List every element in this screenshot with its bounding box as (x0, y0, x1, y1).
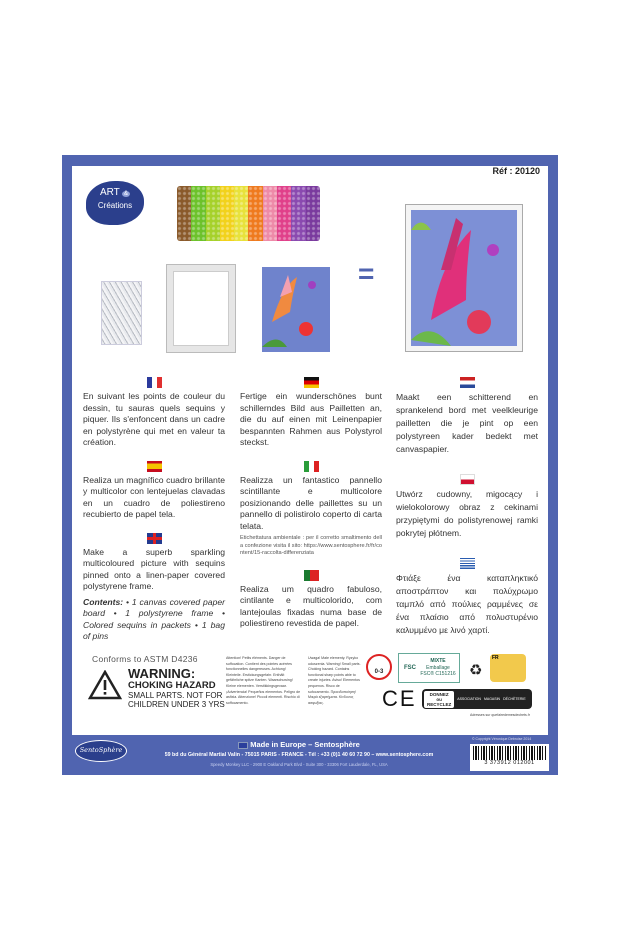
not-for-under-3-icon: 0-3 (366, 654, 392, 680)
recycling-address-note: Adresses sur quefairedemesdechets.fr (470, 713, 530, 717)
sequin-packet (291, 186, 305, 241)
column-left (83, 377, 225, 655)
warning-triangle-icon (88, 670, 122, 705)
finished-picture-image (406, 205, 522, 351)
description-fr: En suivant les points de couleur du dessin, tu sauras quels sequins y piquer. Ils s'enfoncent dans un cadre en polystyrène qui met en valeur ta création. (83, 391, 225, 447)
sequin-packet (206, 186, 220, 241)
sequin-packet (248, 186, 262, 241)
description-it: Realizza un fantastico pannello scintillante e multicolore posizionando delle paillettes su un pannello di polistirolo coperto di carta telata. (240, 474, 382, 531)
art-creations-logo: ART & Créations (86, 181, 144, 225)
description-pt: Realiza um quadro fabuloso, cintilante e multicolorido, com lantejoulas fixadas numa base de poliestireno revestida de papel. (240, 583, 382, 628)
flag-greece-icon (460, 558, 475, 569)
flag-france-icon (147, 377, 162, 388)
barcode: 3 373912 012001 (470, 744, 549, 771)
donnez-recyclez-banner: DONNEZ ou RECYCLEZ ASSOCIATION MAGASIN DÉCHÈTERIE (422, 689, 532, 709)
column-middle (240, 377, 382, 642)
section-es (83, 461, 225, 521)
equals-sign: = (358, 258, 375, 289)
sequin-packet (220, 186, 234, 241)
flag-germany-icon (304, 377, 319, 388)
barcode-bars-icon (473, 746, 546, 760)
made-in-europe: Made in Europe – Sentosphère (131, 740, 467, 750)
pins-bag-image (101, 281, 142, 345)
section-nl (396, 377, 538, 456)
environmental-label-note: Etichettatura ambientale : per il corretto smaltimento della confezione visita il sito: https://www.sentosphere.fr/fr/content/15-raccolta-differenziata (240, 535, 382, 556)
section-gr (396, 558, 538, 637)
contents-list: Contents: • 1 canvas covered paper board • 1 polystyrene frame • Colored sequins in packets • 1 bag of pins (83, 596, 226, 641)
sequin-packet (306, 186, 320, 241)
flag-uk-icon (147, 533, 162, 544)
flag-spain-icon (147, 461, 162, 472)
copyright: © Copyright Véronique Debroise 2014 (472, 737, 532, 741)
astm-conformity: Conforms to ASTM D4236 (92, 654, 198, 664)
section-en (83, 533, 225, 643)
flag-poland-icon (460, 474, 475, 485)
reference-number: Réf : 20120 (492, 166, 540, 176)
sentosphere-logo: SentoSphère (75, 740, 127, 762)
sequin-packet (277, 186, 291, 241)
description-es: Realiza un magnífico cuadro brillante y multicolor con lentejuelas clavadas en un cuadro de poliestireno recubierto de papel tela. (83, 474, 225, 519)
sequin-packets-image (177, 186, 320, 241)
description-en: Make a superb sparkling multicoloured picture with sequins pinned onto a linen-paper covered polystyrene frame. (83, 546, 225, 591)
eu-flag-icon (238, 742, 248, 749)
flag-netherlands-icon (460, 377, 475, 388)
multilingual-warning-b: Uwaga! Małe elementy. Ryzyko uduszenia. Warning! Small parts. Choking hazard. Contains functional sharp points able to create injuries. Aviso! Elementos pequenos. Risco de sufocamento. Προειδοποίηση! Μικρά εξαρτήματα. Κίνδυνος ασφυξίας. (308, 656, 361, 705)
section-de (240, 377, 382, 449)
description-nl: Maakt een schitterend en sprankelend bord met veelkleurige pailletten die je pint op een polystyreen kader bedekt met canvaspapier. (396, 392, 538, 454)
flag-italy-icon (304, 461, 319, 472)
description-de: Fertige ein wunderschönes bunt schillerndes Bild aus Pailletten an, die du auf einen mit Leinenpapier bespannten Rahmen aus Polystyrol steckst. (240, 391, 382, 447)
canvas-board-image (262, 267, 330, 352)
fsc-label: FSC MIXTE Emballage FSC® C151216 (398, 653, 460, 683)
sequin-packet (263, 186, 277, 241)
flag-portugal-icon (304, 570, 319, 581)
polystyrene-frame-image (167, 265, 235, 352)
sequin-packet (177, 186, 191, 241)
choking-warning: WARNING: CHOKING HAZARD SMALL PARTS. NOT FOR CHILDREN UNDER 3 YRS (128, 666, 225, 709)
sequin-packet (234, 186, 248, 241)
section-fr (83, 377, 225, 449)
section-pt (240, 570, 382, 630)
section-pl (396, 474, 538, 540)
sequin-packet (191, 186, 205, 241)
section-it (240, 461, 382, 558)
company-address: 59 bd du Général Martial Valin - 75015 PARIS - FRANCE - Tél : +33 (0)1 40 60 72 90 – www.sentosphere.com (164, 752, 434, 758)
ce-mark: CE (382, 686, 417, 711)
fsc-tree-icon: FSC (404, 665, 416, 671)
triman-fr-badge: FR (490, 654, 526, 682)
multilingual-warning-a: Attention! Petits éléments. Danger de suffocation. Contient des pointes acérées fonctionnelles dangereuses. Achtung! Kleinteile. Erstickungsgefahr. Enthält gefährliche spitze Kanten. Waarschuwing! Kleine elementen. Verstikkingsgevaar. ¡Advertencia! Pequeños elementos. Peligro de asfixia. Attenzione! Piccoli elementi. Rischio di soffocamento. (226, 656, 301, 705)
column-right (396, 377, 538, 649)
us-distributor-address: Speedy Monkey LLC - 2900 E Oakland Park Blvd - Suite 300 - 33306 Fort Lauderdale, FL, USA (210, 762, 388, 767)
description-gr: Φτιάξε ένα καταπληκτικό αποστράπτον και πολύχρωμο ταμπλό από πούλιες ραμμένες σε ένα πλαίσιο από πολυστυρένιο καλυμμένο με λινό χαρτί. (396, 573, 538, 635)
tidyman-recycle-icon: ♻ (469, 661, 483, 679)
description-pl: Utwórz cudowny, migocący i wielokolorowy obraz z cekinami przypiętymi do polistyrenowej ramki pokrytej płótnem. (396, 489, 538, 538)
